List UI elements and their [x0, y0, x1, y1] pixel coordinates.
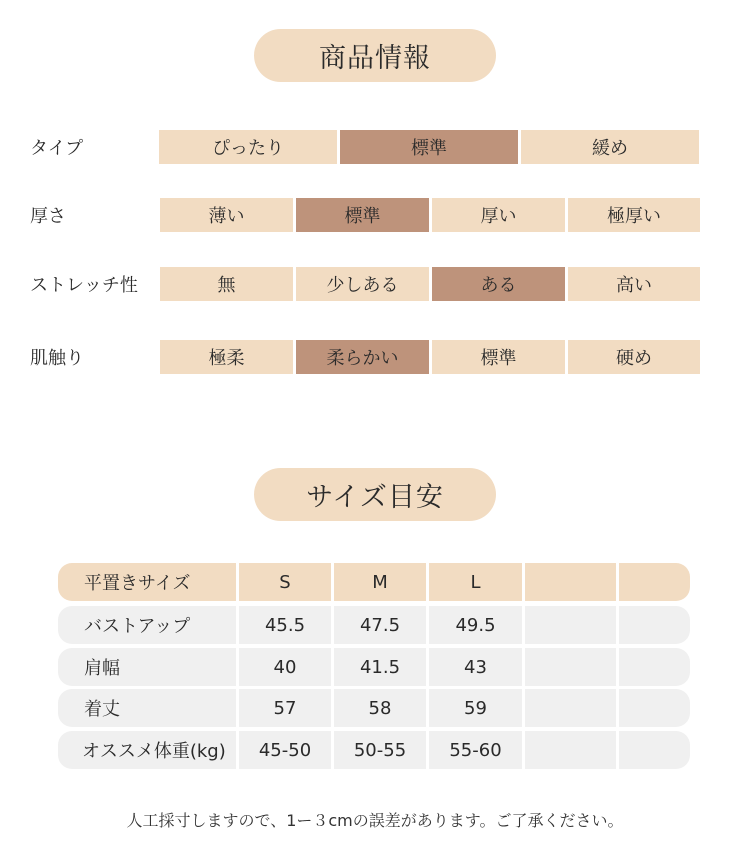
table-cell: 40 — [239, 648, 331, 686]
header-cell: L — [429, 563, 522, 601]
option-slight: 少しある — [296, 267, 429, 301]
header-cell: M — [334, 563, 426, 601]
option-yes-selected: ある — [432, 267, 565, 301]
option-standard-selected: 標準 — [340, 130, 518, 164]
header-cell — [619, 563, 690, 601]
row-label: 肩幅 — [58, 648, 236, 686]
measurement-note: 人工採寸しますので、1ー３cmの誤差があります。ご了承ください。 — [126, 811, 624, 830]
table-cell — [619, 689, 690, 727]
option-none: 無 — [160, 267, 293, 301]
table-cell: 57 — [239, 689, 331, 727]
attr-row-type — [0, 130, 750, 164]
table-cell — [525, 731, 616, 769]
table-cell: 45-50 — [239, 731, 331, 769]
option-standard-selected: 標準 — [296, 198, 429, 232]
table-row — [58, 731, 690, 769]
attr-label: タイプ — [30, 138, 84, 159]
table-cell: 43 — [429, 648, 522, 686]
attr-row-stretch — [0, 267, 750, 301]
table-cell — [619, 606, 690, 644]
option-firm: 硬め — [568, 340, 700, 374]
table-cell — [619, 731, 690, 769]
attr-row-thickness — [0, 198, 750, 232]
table-cell — [525, 648, 616, 686]
option-standard: 標準 — [432, 340, 565, 374]
option-ultra-soft: 極柔 — [160, 340, 293, 374]
table-row — [58, 606, 690, 644]
attr-label: 肌触り — [30, 348, 84, 369]
option-thick: 厚い — [432, 198, 565, 232]
table-cell: 50-55 — [334, 731, 426, 769]
option-loose: 緩め — [521, 130, 699, 164]
size-guide-title: サイズ目安 — [254, 468, 496, 521]
table-cell — [619, 648, 690, 686]
table-cell: 49.5 — [429, 606, 522, 644]
table-row — [58, 648, 690, 686]
header-cell: 平置きサイズ — [58, 563, 236, 601]
option-pittari: ぴったり — [159, 130, 337, 164]
table-cell: 58 — [334, 689, 426, 727]
option-extra-thick: 極厚い — [568, 198, 700, 232]
row-label: オススメ体重(kg) — [58, 731, 236, 769]
table-cell: 59 — [429, 689, 522, 727]
table-row — [58, 689, 690, 727]
table-cell: 55-60 — [429, 731, 522, 769]
header-cell — [525, 563, 616, 601]
table-cell — [525, 689, 616, 727]
product-info-title: 商品情報 — [254, 29, 496, 82]
row-label: 着丈 — [58, 689, 236, 727]
attr-row-texture — [0, 340, 750, 374]
attr-label: ストレッチ性 — [30, 275, 138, 296]
table-cell: 41.5 — [334, 648, 426, 686]
attr-label: 厚さ — [30, 206, 66, 227]
row-label: バストアップ — [58, 606, 236, 644]
table-cell — [525, 606, 616, 644]
size-table-header — [58, 563, 690, 601]
table-cell: 45.5 — [239, 606, 331, 644]
option-high: 高い — [568, 267, 700, 301]
header-cell: S — [239, 563, 331, 601]
table-cell: 47.5 — [334, 606, 426, 644]
option-soft-selected: 柔らかい — [296, 340, 429, 374]
option-thin: 薄い — [160, 198, 293, 232]
